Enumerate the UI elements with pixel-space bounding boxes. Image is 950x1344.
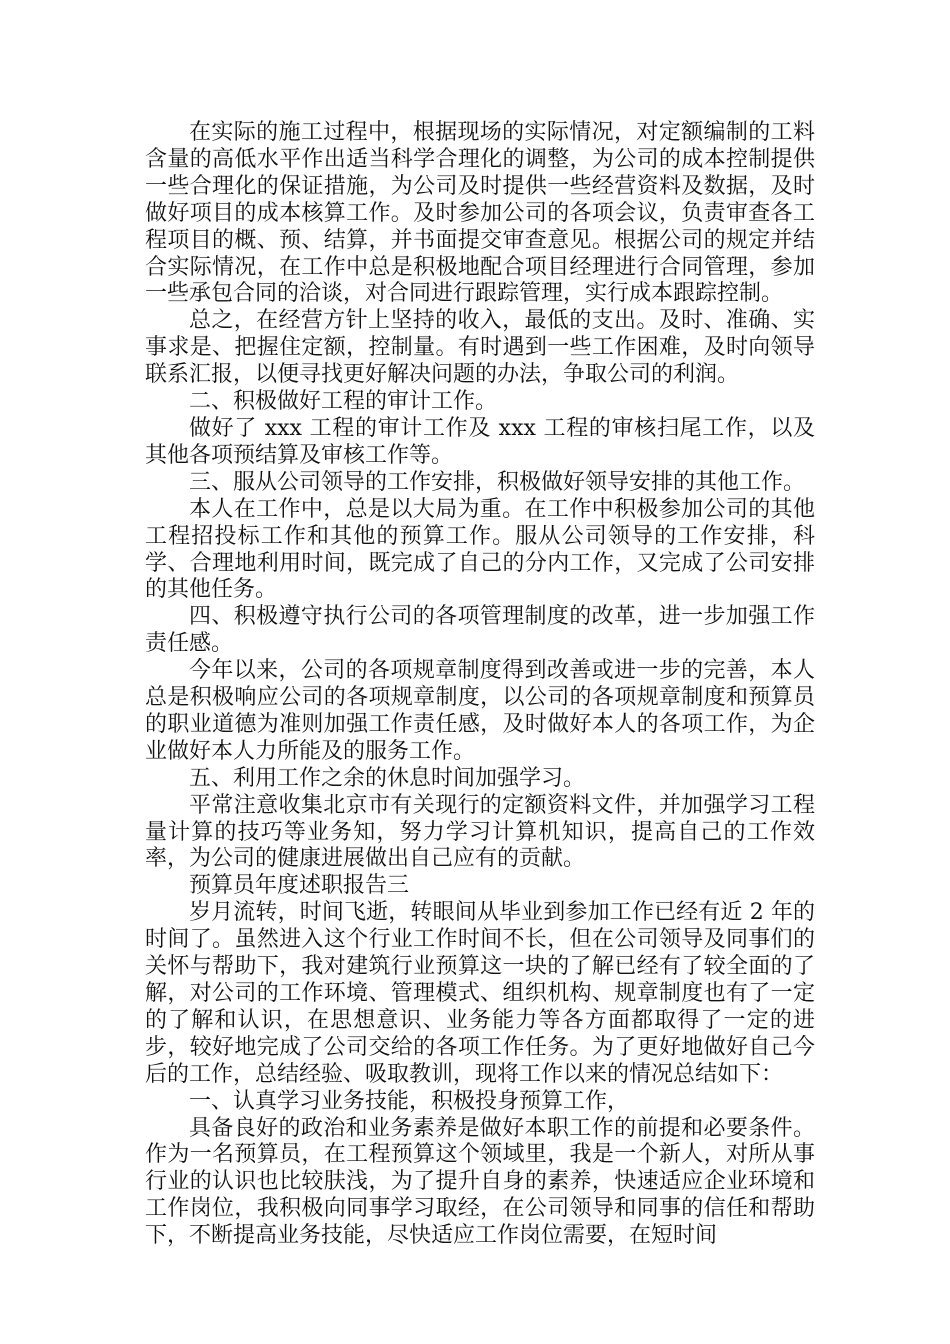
report-title: 预算员年度述职报告三 bbox=[189, 873, 410, 899]
section-heading: 四、积极遵守执行公司的各项管理制度的改革，进一步加强工作责任感。 bbox=[145, 604, 815, 657]
section-heading: 五、利用工作之余的休息时间加强学习。 bbox=[189, 765, 586, 791]
document-page bbox=[145, 120, 815, 1250]
body-paragraph: 今年以来，公司的各项规章制度得到改善或进一步的完善，本人总是积极响应公司的各项规章制度，以公司的各项规章制度和预算员的职业道德为准则加强工作责任感，及时做好本人的各项工作，为企业做好本人力所能及的服务工作。 bbox=[145, 658, 815, 764]
body-paragraph: 总之，在经营方针上坚持的收入，最低的支出。及时、准确、实事求是、把握住定额，控制量。有时遇到一些工作困难，及时向领导联系汇报，以便寻找更好解决问题的办法，争取公司的利润。 bbox=[145, 308, 815, 388]
section-heading: 一、认真学习业务技能，积极投身预算工作， bbox=[189, 1088, 630, 1114]
body-paragraph: 做好了 xxx 工程的审计工作及 xxx 工程的审核扫尾工作，以及其他各项预结算及审核工作等。 bbox=[145, 415, 815, 468]
section-heading: 三、服从公司领导的工作安排，积极做好领导安排的其他工作。 bbox=[189, 469, 806, 495]
body-paragraph: 在实际的施工过程中，根据现场的实际情况，对定额编制的工料含量的高低水平作出适当科学合理化的调整，为公司的成本控制提供一些合理化的保证措施，为公司及时提供一些经营资料及数据，及时做好项目的成本核算工作。及时参加公司的各项会议，负责审查各工程项目的概、预、结算，并书面提交审查意见。根据公司的规定并结合实际情况，在工作中总是积极地配合项目经理进行合同管理，参加一些承包合同的洽谈，对合同进行跟踪管理，实行成本跟踪控制。 bbox=[145, 120, 815, 307]
section-heading: 二、积极做好工程的审计工作。 bbox=[189, 389, 498, 415]
body-paragraph: 平常注意收集北京市有关现行的定额资料文件，并加强学习工程量计算的技巧等业务知，努力学习计算机知识，提高自己的工作效率，为公司的健康进展做出自己应有的贡献。 bbox=[145, 792, 815, 872]
body-paragraph: 本人在工作中，总是以大局为重。在工作中积极参加公司的其他工程招投标工作和其他的预算工作。服从公司领导的工作安排，科学、合理地利用时间，既完成了自己的分内工作，又完成了公司安排的其他任务。 bbox=[145, 496, 815, 603]
body-paragraph: 具备良好的政治和业务素养是做好本职工作的前提和必要条件。作为一名预算员，在工程预算这个领域里，我是一个新人，对所从事行业的认识也比较肤浅，为了提升自身的素养，快速适应企业环境和工作岗位，我积极向同事学习取经，在公司领导和同事的信任和帮助下，不断提高业务技能，尽快适应工作岗位需要，在短时间 bbox=[145, 1115, 815, 1249]
body-paragraph: 岁月流转，时间飞逝，转眼间从毕业到参加工作已经有近 2 年的时间了。虽然进入这个行业工作时间不长，但在公司领导及同事们的关怀与帮助下，我对建筑行业预算这一块的了解已经有了较全面的了解，对公司的工作环境、管理模式、组织机构、规章制度也有了一定的了解和认识，在思想意识、业务能力等各方面都取得了一定的进步，较好地完成了公司交给的各项工作任务。为了更好地做好自己今后的工作，总结经验、吸取教训，现将工作以来的情况总结如下： bbox=[145, 900, 815, 1087]
